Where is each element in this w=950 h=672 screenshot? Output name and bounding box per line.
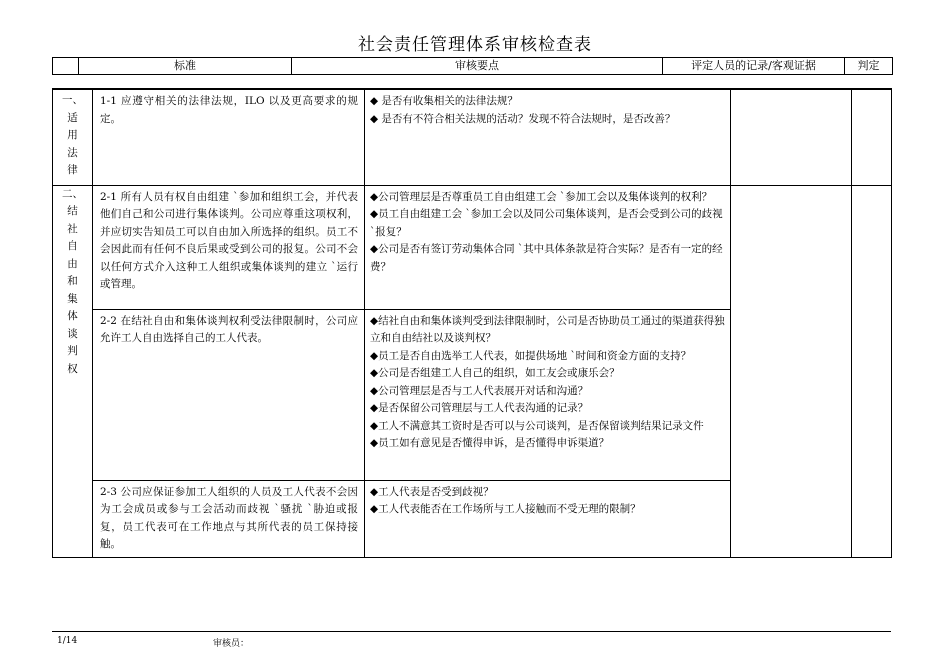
audit-points-cell [365,309,731,480]
section-label-char: 和 [67,275,78,287]
judgment-cell[interactable] [852,185,892,557]
evidence-cell[interactable] [731,185,852,557]
footer-divider [52,631,891,632]
audit-point-item: ◆是否保留公司管理层与工人代表沟通的记录？ [370,402,589,414]
page-number: 1/14 [57,636,78,646]
audit-point-item: ◆公司是否有签订劳动集体合同 `其中具体条款是符合实际？是否有一定的经费？ [370,243,723,273]
audit-points-cell [365,480,731,557]
header-evidence: 评定人员的记录/客观证据 [663,58,845,75]
judgment-cell[interactable] [852,89,892,185]
header-row [53,58,893,75]
checklist-body [53,89,892,557]
table-row [53,89,892,185]
standard-cell: 2-2 在结社自由和集体谈判权利受法律限制时，公司应允许工人自由选择自己的工人代表。 [93,309,365,480]
page-title: 社会责任管理体系审核检查表 [358,35,592,55]
audit-point-item: ◆结社自由和集体谈判受到法律限制时，公司是否协助员工通过的渠道获得独立和自由结社以及谈判权？ [370,314,725,344]
section-label-char: 二、 [62,187,83,200]
section-label-char: 社 [67,222,78,235]
audit-point-item: ◆工人代表是否受到歧视？ [370,485,494,498]
section-label-char: 谈 [67,327,78,340]
audit-point-item: ◆ 是否有收集相关的法律法规？ [370,95,518,107]
audit-point-item: ◆公司管理层是否与工人代表展开对话和沟通？ [370,384,589,397]
section-label [53,89,93,185]
audit-point-item: ◆工人不满意其工资时是否可以与公司谈判，是否保留谈判结果记录文件 [370,419,704,432]
header-table [52,57,893,75]
audit-point-item: ◆员工如有意见是否懂得申诉，是否懂得申诉渠道？ [370,437,610,449]
table-row [53,185,892,309]
audit-point-item: ◆工人代表能否在工作场所与工人接触而不受无理的限制？ [370,503,641,515]
header-judgment: 判定 [845,58,893,75]
audit-point-item: ◆员工自由组建工会 `参加工会以及同公司集体谈判，是否会受到公司的歧视 `报复？ [370,208,723,238]
audit-point-item: ◆员工是否自由选举工人代表，如提供场地 `时间和资金方面的支持？ [370,349,692,362]
section-label [53,185,93,557]
header-standard: 标准 [79,58,292,75]
evidence-cell[interactable] [731,89,852,185]
audit-points-cell [365,89,731,185]
section-label-char: 用 [67,129,78,141]
audit-point-item: ◆公司是否组建工人自己的组织，如工友会或康乐会？ [370,367,620,379]
section-label-char: 权 [67,362,78,375]
audit-points-cell [365,185,731,309]
header-blank-cell [53,58,79,75]
standard-cell: 2-3 公司应保证参加工人组织的人员及工人代表不会因为工会成员或参与工会活动而歧视 `骚扰 `胁迫或报复，员工代表可在工作地点与其所代表的员工保持接触。 [93,480,365,557]
header-audit-points: 审核要点 [292,58,663,75]
section-label-char: 结 [67,205,78,217]
standard-cell: 2-1 所有人员有权自由组建 `参加和组织工会，并代表他们自己和公司进行集体谈判。公司应尊重这项权利，并应切实告知员工可以自由加入所选择的组织。员工不会因此而有任何不良后果或受到公司的报复。公司不会以任何方式介入这种工人组织或集体谈判的建立 `运行或管理。 [93,185,365,309]
section-label-char: 律 [67,164,78,176]
standard-cell: 1-1 应遵守相关的法律法规，ILO 以及更高要求的规定。 [93,89,365,185]
audit-point-item: ◆ 是否有不符合相关法规的活动？发现不符合法规时，是否改善？ [370,112,676,125]
section-label-char: 自 [67,240,78,252]
section-label-char: 一、 [62,94,83,106]
section-label-char: 判 [67,345,78,357]
section-label-char: 集 [67,292,78,305]
section-label-char: 法 [67,146,78,159]
section-label-char: 适 [67,111,78,124]
section-label-char: 由 [67,257,78,270]
audit-point-item: ◆公司管理层是否尊重员工自由组建工会 `参加工会以及集体谈判的权利？ [370,190,713,203]
checklist-table [52,88,892,558]
auditor-label: 审核员： [213,639,250,649]
section-label-char: 体 [67,310,78,322]
